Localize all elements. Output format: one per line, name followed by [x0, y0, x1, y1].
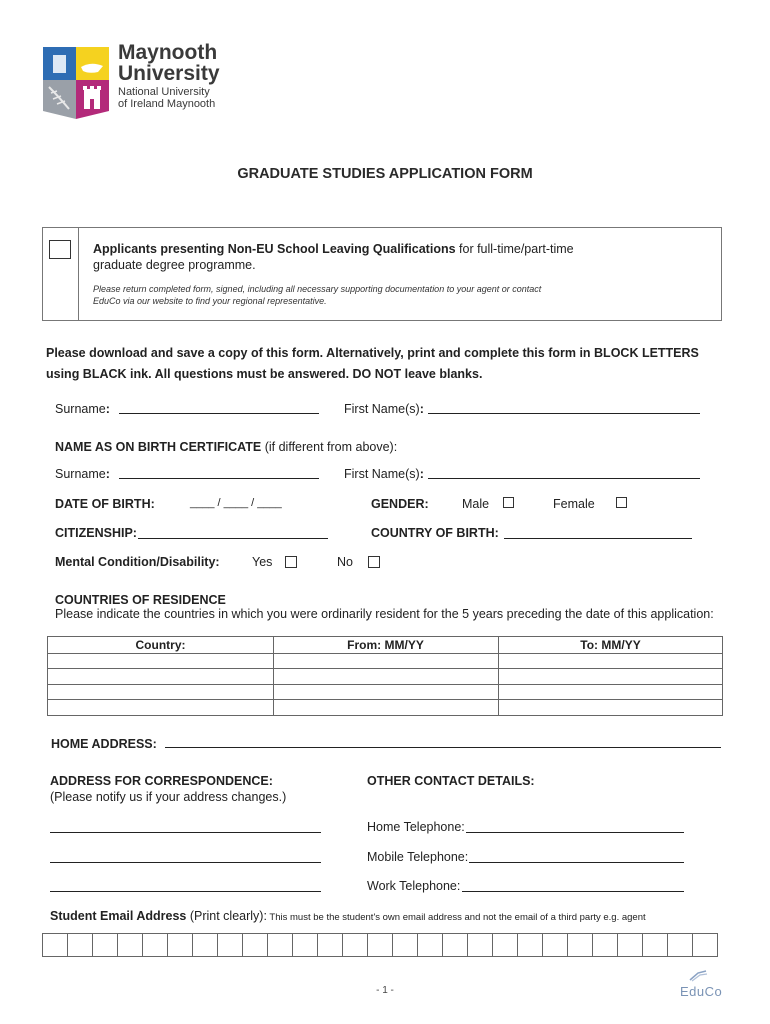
residence-subtext: Please indicate the countries in which you were ordinarily resident for the 5 years preceding the date of this application:: [55, 607, 714, 621]
gender-male-label: Male: [462, 497, 490, 511]
home-address-field[interactable]: [165, 747, 721, 748]
residence-row-2[interactable]: [48, 668, 722, 669]
residence-row-3[interactable]: [48, 684, 722, 685]
country-of-birth-field[interactable]: [504, 538, 692, 539]
dob-label: DATE OF BIRTH:: [55, 497, 155, 511]
applicant-box-divider: [78, 228, 79, 320]
email-input-grid[interactable]: [42, 933, 718, 957]
surname-label: Surname:: [55, 402, 110, 416]
mobile-telephone-label: Mobile Telephone:: [367, 850, 469, 864]
surname-label-2: Surname:: [55, 467, 110, 481]
first-names-field-2[interactable]: [428, 478, 700, 479]
disability-yes-checkbox[interactable]: [285, 556, 297, 568]
residence-heading: COUNTRIES OF RESIDENCE: [55, 593, 226, 607]
disability-label: Mental Condition/Disability:: [55, 555, 220, 569]
country-of-birth-label: COUNTRY OF BIRTH:: [371, 526, 499, 540]
home-telephone-field[interactable]: [466, 832, 684, 833]
gender-female-label: Female: [553, 497, 595, 511]
applicant-heading-line2: graduate degree programme.: [93, 258, 256, 272]
email-label: Student Email Address (Print clearly): This must be the student's own email address and not the email of a third party e.g. agent: [50, 909, 646, 923]
form-title: GRADUATE STUDIES APPLICATION FORM: [237, 166, 533, 182]
surname-field-2[interactable]: [119, 478, 319, 479]
home-telephone-label: Home Telephone:: [367, 820, 465, 834]
applicant-type-checkbox[interactable]: [49, 240, 71, 259]
instructions-line1: Please download and save a copy of this form. Alternatively, print and complete this form in BLOCK LETTERS: [46, 346, 699, 360]
educo-logo-text: EduCo: [680, 984, 723, 999]
instructions-line2: using BLACK ink. All questions must be answered. DO NOT leave blanks.: [46, 367, 483, 381]
disability-no-checkbox[interactable]: [368, 556, 380, 568]
citizenship-label: CITIZENSHIP:: [55, 526, 137, 540]
logo-text-ireland: of Ireland Maynooth: [118, 98, 216, 110]
first-names-label-2: First Name(s):: [344, 467, 424, 481]
correspondence-line-1[interactable]: [50, 832, 321, 833]
dob-field[interactable]: ____ / ____ / ____: [190, 497, 282, 509]
surname-field[interactable]: [119, 413, 319, 414]
residence-header-to: To: MM/YY: [580, 638, 641, 652]
applicant-note-line1: Please return completed form, signed, including all necessary supporting documentation to your agent or contact: [93, 284, 542, 294]
applicant-note-line2: EduCo via our website to find your regional representative.: [93, 296, 327, 306]
birth-cert-label: NAME AS ON BIRTH CERTIFICATE (if different from above):: [55, 440, 398, 454]
correspondence-line-3[interactable]: [50, 891, 321, 892]
gender-male-checkbox[interactable]: [503, 497, 514, 508]
applicant-heading: [93, 242, 574, 256]
work-telephone-field[interactable]: [462, 891, 684, 892]
gender-female-checkbox[interactable]: [616, 497, 627, 508]
residence-table: [47, 636, 723, 716]
work-telephone-label: Work Telephone:: [367, 879, 461, 893]
logo-text-national: National University: [118, 86, 210, 98]
residence-header-country: Country:: [135, 638, 186, 652]
applicant-heading-rest: for full-time/part-time: [455, 242, 574, 256]
logo-text-university: University: [118, 62, 220, 85]
residence-row-4[interactable]: [48, 699, 722, 700]
page-number: - 1 -: [376, 985, 394, 996]
mobile-telephone-field[interactable]: [469, 862, 684, 863]
correspondence-label: ADDRESS FOR CORRESPONDENCE:: [50, 774, 273, 788]
correspondence-line-2[interactable]: [50, 862, 321, 863]
first-names-label: First Name(s):: [344, 402, 424, 416]
disability-yes-label: Yes: [252, 555, 273, 569]
disability-no-label: No: [337, 555, 353, 569]
university-logo-crest: [43, 47, 109, 119]
logo-text-maynooth: Maynooth: [118, 41, 218, 64]
first-names-field[interactable]: [428, 413, 700, 414]
other-contact-label: OTHER CONTACT DETAILS:: [367, 774, 535, 788]
gender-label: GENDER:: [371, 497, 429, 511]
citizenship-field[interactable]: [138, 538, 328, 539]
residence-header-from: From: MM/YY: [347, 638, 424, 652]
correspondence-note: (Please notify us if your address changes.): [50, 790, 287, 804]
educo-logo-icon: [688, 970, 708, 982]
residence-row-1[interactable]: [48, 653, 722, 654]
home-address-label: HOME ADDRESS:: [51, 737, 157, 751]
applicant-heading-bold: Applicants presenting Non-EU School Leaving Qualifications: [93, 242, 456, 256]
